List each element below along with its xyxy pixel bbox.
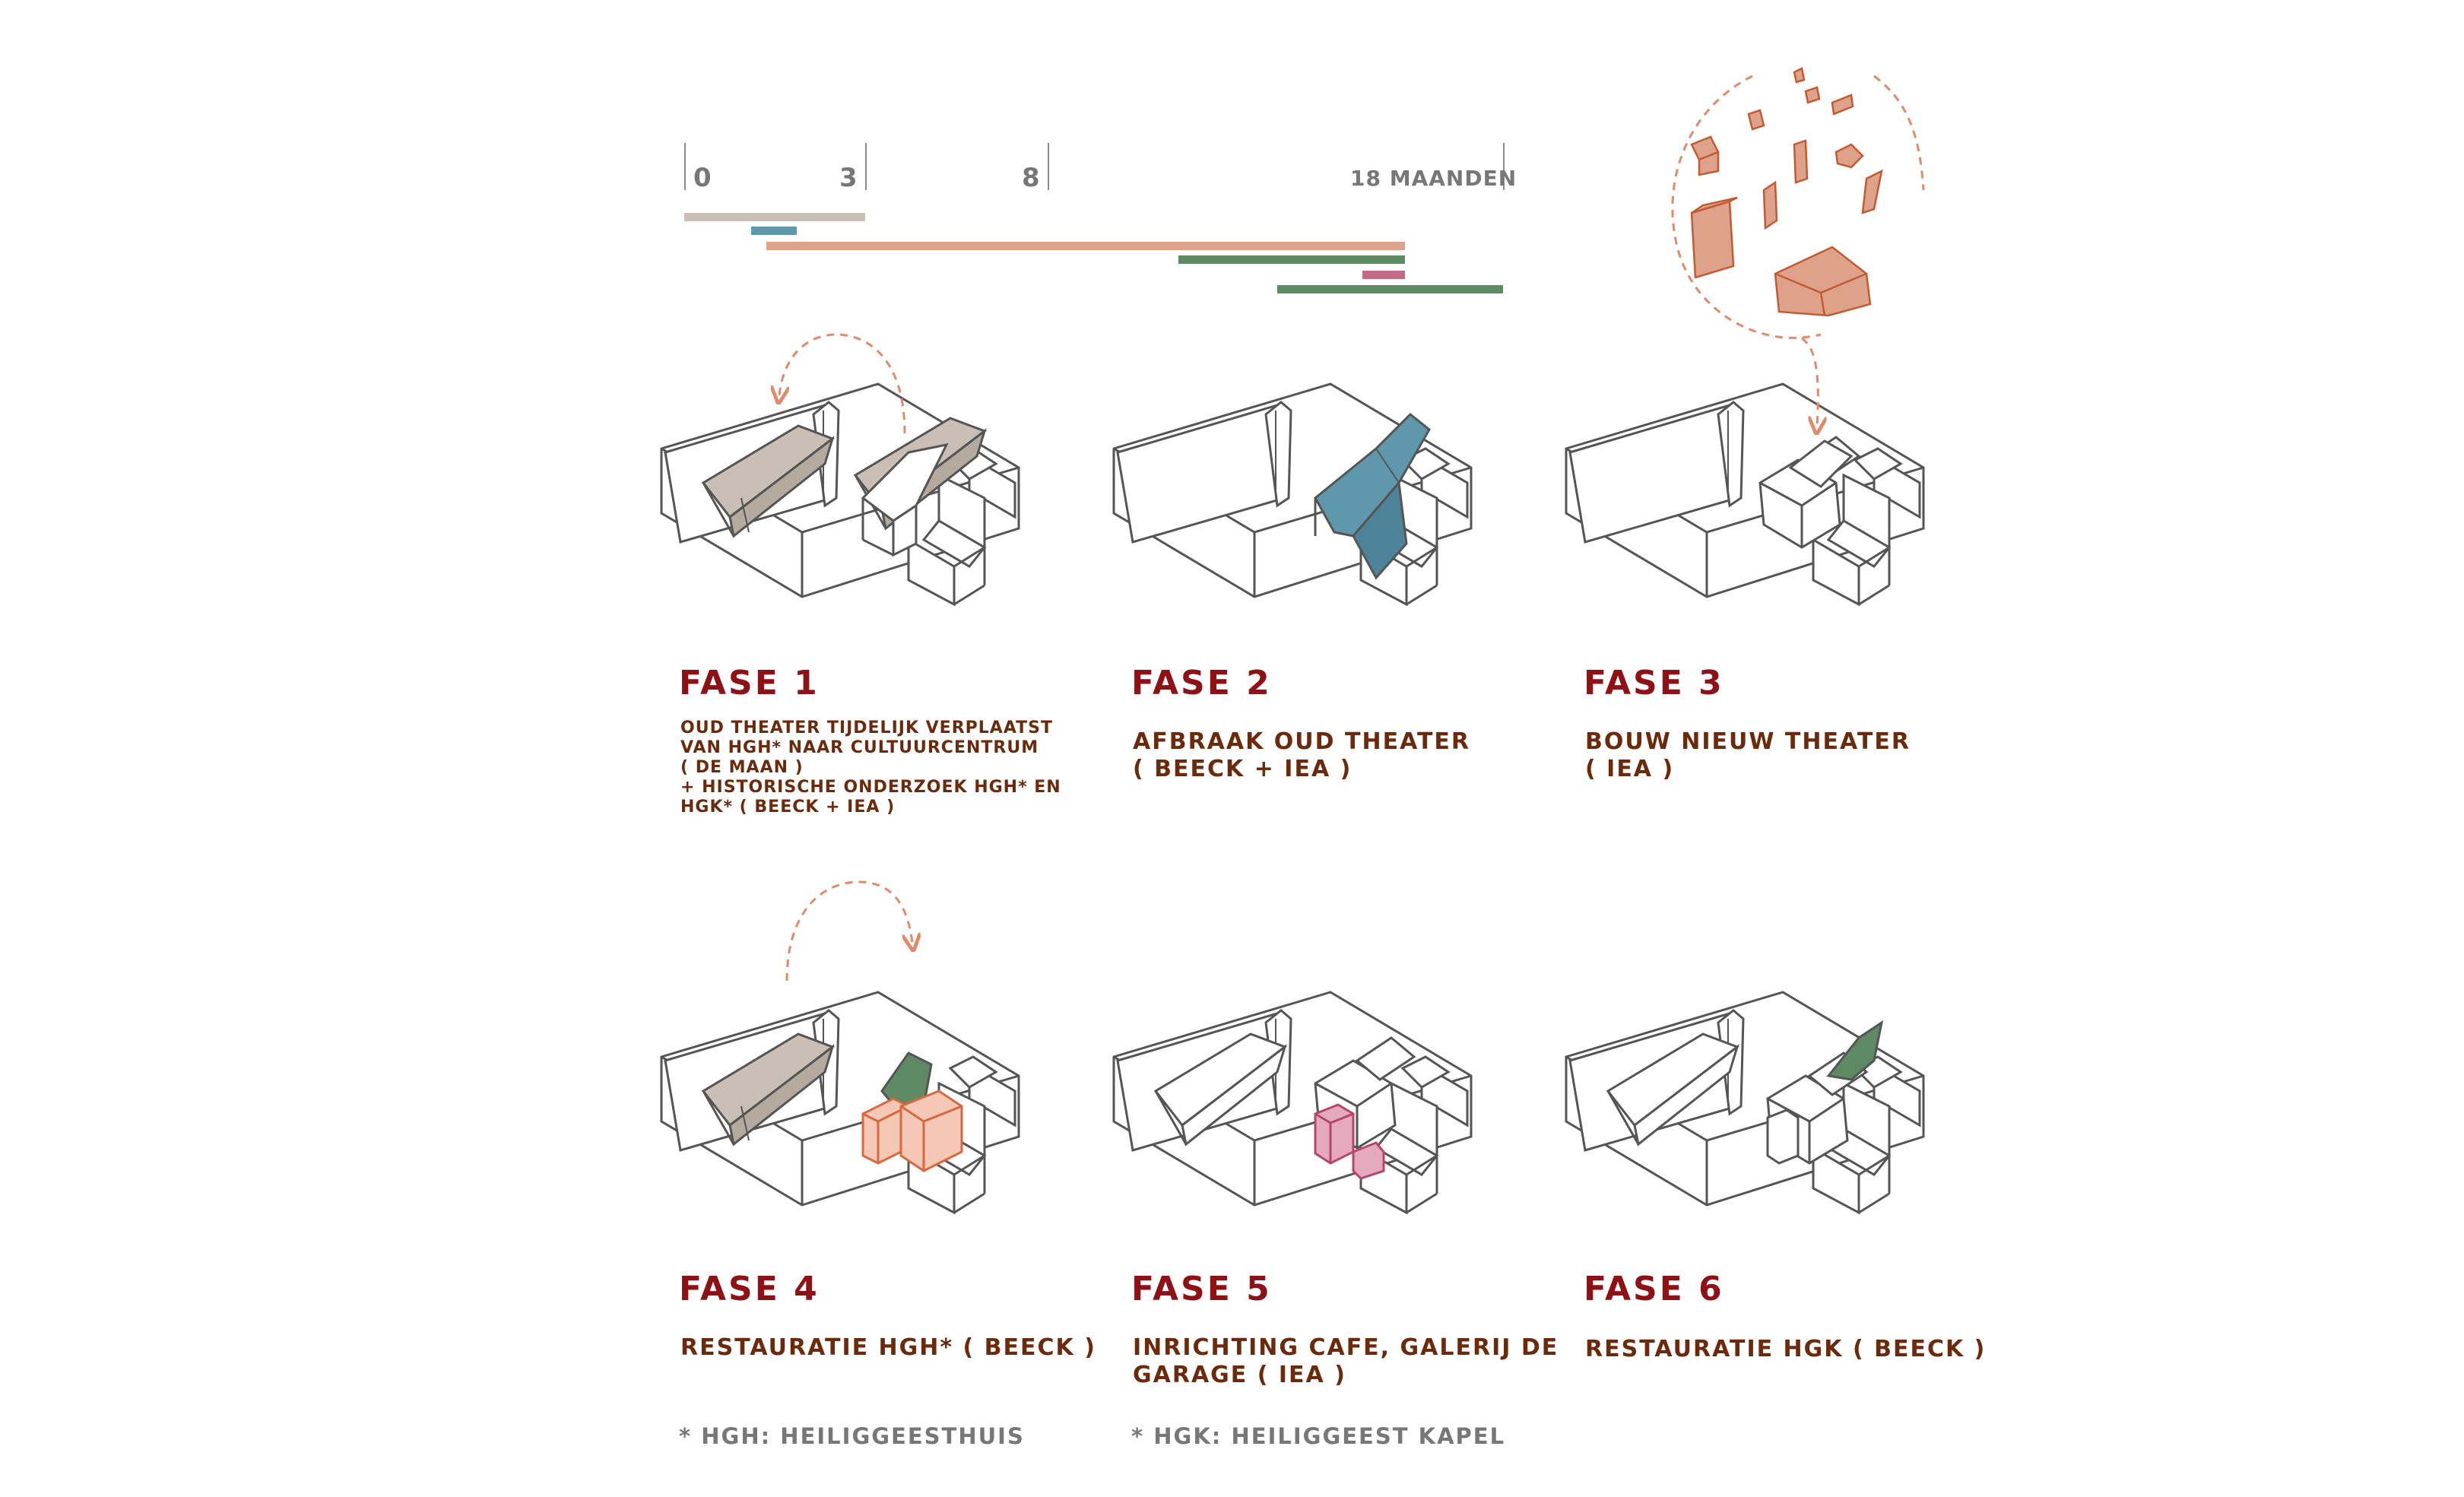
fase-6-desc (1585, 1336, 1986, 1363)
fase-3-title: FASE 3 (1584, 664, 1724, 703)
tick-line-3 (865, 143, 867, 190)
fase-3-desc-line: ( IEA ) (1585, 756, 1675, 782)
tick-label-0: 0 (693, 163, 712, 193)
arrow-fase-4 (783, 874, 935, 988)
fase-1-desc-line: OUD THEATER TIJDELIJK VERPLAATST (680, 718, 1053, 737)
fase-4-desc (680, 1334, 1096, 1362)
tick-label-18: 18 MAANDEN (1350, 166, 1517, 191)
bar-fase-2 (751, 227, 797, 235)
bar-fase-4 (1178, 255, 1405, 264)
tick-label-8: 8 (1022, 163, 1041, 193)
construction-blocks (1646, 46, 1950, 380)
footnote-hgh: * HGH: HEILIGGEESTHUIS (679, 1423, 1025, 1449)
bar-fase-1 (684, 213, 865, 221)
fase-3-desc (1585, 728, 1911, 783)
fase-6-desc-line: RESTAURATIE HGK ( BEECK ) (1585, 1336, 1987, 1362)
fase-5-title: FASE 5 (1131, 1270, 1272, 1308)
tick-line-8 (1048, 143, 1049, 190)
fase-5-desc (1133, 1334, 1559, 1389)
tick-label-3: 3 (839, 163, 858, 193)
fase-1-desc (680, 718, 1061, 817)
fase-1-desc-line: HGK* ( BEECK + IEA ) (680, 798, 896, 817)
diagram-fase-3 (1555, 384, 1935, 612)
fase-3-desc-line: BOUW NIEUW THEATER (1585, 728, 1911, 755)
fase-1-desc-line: VAN HGH* NAAR CULTUURCENTRUM (680, 738, 1039, 757)
bar-fase-6 (1277, 285, 1503, 293)
fase-5-desc-line: INRICHTING CAFE, GALERIJ DE (1133, 1334, 1559, 1361)
fase-6-title: FASE 6 (1584, 1270, 1724, 1308)
fase-4-desc-line: RESTAURATIE HGH* ( BEECK ) (680, 1334, 1096, 1361)
fase-1-desc-line: + HISTORISCHE ONDERZOEK HGH* EN (680, 778, 1061, 797)
fase-1-desc-line: ( DE MAAN ) (680, 758, 804, 777)
fase-5-desc-line: GARAGE ( IEA ) (1133, 1362, 1346, 1388)
fase-2-desc-line: AFBRAAK OUD THEATER (1133, 728, 1471, 755)
fase-2-desc (1133, 728, 1470, 783)
fase-1-title: FASE 1 (679, 664, 820, 703)
fase-2-title: FASE 2 (1131, 664, 1272, 703)
bar-fase-3 (766, 242, 1405, 250)
diagram-fase-6 (1555, 992, 1935, 1220)
footnote-hgk: * HGK: HEILIGGEEST KAPEL (1131, 1423, 1506, 1449)
tick-line-0 (684, 143, 686, 190)
diagram-fase-2 (1102, 384, 1483, 612)
arrow-fase-1 (775, 327, 928, 441)
fase-2-desc-line: ( BEECK + IEA ) (1133, 756, 1353, 782)
diagram-fase-5 (1102, 992, 1483, 1220)
diagram-fase-4 (650, 992, 1030, 1220)
fase-4-title: FASE 4 (679, 1270, 820, 1308)
bar-fase-5 (1362, 271, 1405, 279)
